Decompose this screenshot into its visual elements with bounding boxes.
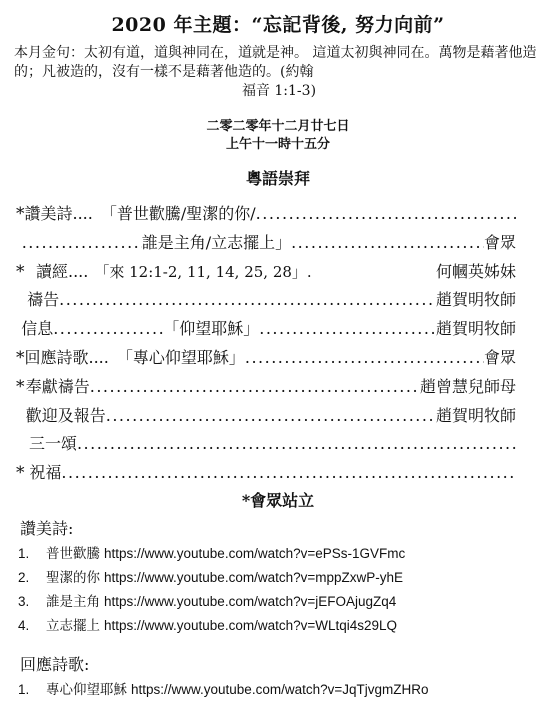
hymn-video-link[interactable]: https://www.youtube.com/watch?v=JqTjvgmZHRo xyxy=(131,682,429,697)
program-detail: 「專心仰望耶穌」 xyxy=(116,347,245,367)
leader-dots xyxy=(77,434,516,453)
order-of-service xyxy=(16,201,516,489)
leader-dots xyxy=(61,463,516,482)
program-person: 會眾 xyxy=(483,347,516,367)
program-person: 趙賀明牧師 xyxy=(435,290,516,310)
program-row-scripture xyxy=(16,259,516,288)
hymn-name: 誰是主角 xyxy=(46,594,100,610)
hymn-video-link[interactable]: https://www.youtube.com/watch?v=jEFOAjugZq4 xyxy=(104,594,397,609)
program-person: 趙賀明牧師 xyxy=(435,405,516,425)
list-item: 2. 聖潔的你 https://www.youtube.com/watch?v=mppZxwP-yhE xyxy=(18,566,538,590)
program-row-doxology xyxy=(16,431,516,460)
program-item: 信息 xyxy=(21,319,54,339)
program-row-message xyxy=(16,316,516,345)
hymns-heading: 讚美詩: xyxy=(20,519,74,538)
program-person: 會眾 xyxy=(483,232,516,252)
program-item: 禱告 xyxy=(27,290,60,310)
service-title: 粵語崇拜 xyxy=(245,169,310,188)
standing-marker: * xyxy=(16,376,25,397)
program-detail: 誰是主角/立志擺上」 xyxy=(141,232,292,252)
program-row-offering-prayer xyxy=(16,374,516,403)
year-theme-title: 2020 年主題：“忘記背後, 努力向前” xyxy=(111,14,445,36)
hymn-video-link[interactable]: https://www.youtube.com/watch?v=WLtqi4s29LQ xyxy=(104,618,398,633)
program-item: 奉獻禱告 xyxy=(25,376,90,396)
hymn-link-list xyxy=(18,542,538,638)
program-row-announcements xyxy=(16,403,516,432)
program-detail: 「普世歡騰/聖潔的你/ xyxy=(100,204,256,223)
service-date: 二零二零年十二月廿七日 xyxy=(206,119,350,134)
program-person: 趙曾慧兒師母 xyxy=(419,376,516,396)
program-item: 三一頌 xyxy=(28,434,77,454)
standing-marker: * xyxy=(16,463,25,484)
program-row-benediction xyxy=(16,460,516,489)
list-item: 1. 專心仰望耶穌 https://www.youtube.com/watch?v=JqTjvgmZHRo xyxy=(18,678,538,702)
program-item: 讚美詩.... xyxy=(24,204,93,223)
leader-dots xyxy=(22,233,142,252)
hymn-name: 聖潔的你 xyxy=(46,570,100,586)
standing-marker: * xyxy=(16,204,25,224)
program-person: 何幗英姊妹 xyxy=(435,261,516,281)
monthly-verse xyxy=(14,44,544,101)
monthly-verse-reference: 福音 1:1-3) xyxy=(241,83,317,99)
leader-dots xyxy=(245,348,484,367)
hymn-name: 立志擺上 xyxy=(46,618,100,634)
program-person: 趙賀明牧師 xyxy=(435,319,516,339)
hymn-video-link[interactable]: https://www.youtube.com/watch?v=ePSs-1GVFmc xyxy=(104,546,406,561)
program-row-prayer xyxy=(16,287,516,316)
leader-dots xyxy=(90,377,420,396)
service-time: 上午十一時十五分 xyxy=(225,137,330,152)
program-row-hymns-cont xyxy=(16,230,516,259)
response-hymn-heading: 回應詩歌: xyxy=(20,655,90,674)
leader-dots xyxy=(59,290,436,309)
leader-dots xyxy=(291,233,484,252)
leader-dots xyxy=(256,204,516,223)
leader-dots xyxy=(53,319,163,338)
monthly-verse-text: 本月金句：太初有道，道與神同在，道就是神。 這道太初與神同在。萬物是藉著他造的；凡被造的，沒有一樣不是藉著他造的。(約翰 xyxy=(14,45,537,80)
program-row-response-hymn xyxy=(16,345,516,374)
program-detail: 「仰望耶穌」 xyxy=(163,319,260,339)
list-item: 4. 立志擺上 https://www.youtube.com/watch?v=WLtqi4s29LQ xyxy=(18,614,538,638)
hymn-name: 普世歡騰 xyxy=(46,546,100,562)
program-item: 讀經.... xyxy=(36,261,89,281)
standing-note: *會眾站立 xyxy=(241,491,315,510)
standing-marker: * xyxy=(16,347,25,368)
program-detail: 「來 12:1-2, 11, 14, 25, 28」. xyxy=(94,262,312,281)
leader-dots xyxy=(106,406,436,425)
service-datetime xyxy=(0,118,556,154)
leader-dots xyxy=(259,319,436,338)
program-item: 祝福 xyxy=(29,463,62,483)
program-item: 回應詩歌.... xyxy=(24,347,109,367)
list-item: 1. 普世歡騰 https://www.youtube.com/watch?v=ePSs-1GVFmc xyxy=(18,542,538,566)
list-item: 3. 誰是主角 https://www.youtube.com/watch?v=jEFOAjugZq4 xyxy=(18,590,538,614)
program-row-hymns xyxy=(16,201,516,230)
hymn-video-link[interactable]: https://www.youtube.com/watch?v=mppZxwP-yhE xyxy=(104,570,403,585)
standing-marker: * xyxy=(16,261,25,282)
hymn-name: 專心仰望耶穌 xyxy=(46,682,127,698)
response-link-list xyxy=(18,678,538,702)
program-item: 歡迎及報告 xyxy=(25,405,106,425)
